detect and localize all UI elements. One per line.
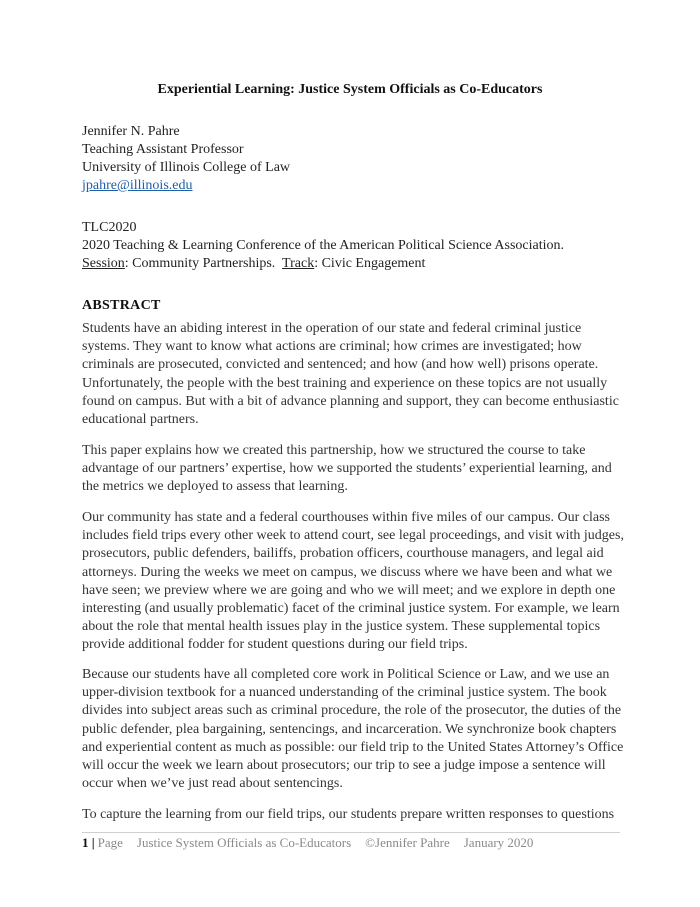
page-footer — [82, 835, 533, 851]
paragraph-line: prosecutors, public defenders, bailiffs, probation officers, courthouse managers, and legal aid — [82, 546, 604, 562]
track-label: Track — [282, 256, 315, 271]
paragraph-line: upper-division textbook for a nuanced understanding of the criminal justice system. The book — [82, 685, 607, 701]
paragraph-line: have seen; we preview where we are going and who we will meet; and we explore in depth one — [82, 582, 616, 598]
paragraph-line: includes field trips every other week to attend court, see legal proceedings, and visit with judges, — [82, 528, 624, 544]
footer-copyright: ©Jennifer Pahre — [365, 835, 450, 850]
conference-block — [82, 219, 622, 273]
author-email-link[interactable]: jpahre@illinois.edu — [82, 178, 193, 193]
paragraph-line: Our community has state and a federal courthouses within five miles of our campus. Our class — [82, 510, 610, 525]
session-label: Session — [82, 256, 125, 271]
footer-separator: | — [91, 835, 95, 850]
paragraph-line: systems. They want to know what actions are criminal; how crimes are investigated; how — [82, 339, 582, 355]
paragraph-line: To capture the learning from our field trips, our students prepare written responses to questions — [82, 807, 615, 822]
abstract-paragraph-1 — [82, 320, 622, 429]
author-name: Jennifer N. Pahre — [82, 124, 180, 139]
paragraph-line: occur when we’ve just read about sentencings. — [82, 776, 343, 792]
footer-page-label: Page — [97, 835, 123, 850]
paragraph-line: and experiential content as much as possible: our field trip to the United States Attorney’s Office — [82, 739, 624, 755]
paragraph-line: interesting (and usually problematic) facet of the criminal justice system. For example, we learn — [82, 601, 620, 617]
footer-running-title: Justice System Officials as Co-Educators — [136, 835, 352, 850]
session-value: : Community Partnerships. — [124, 256, 283, 271]
paragraph-line: about the role that mental health issues play in the justice system. These supplemental topics — [82, 619, 601, 635]
abstract-paragraph-2 — [82, 442, 622, 497]
footer-date: January 2020 — [463, 835, 534, 850]
paragraph-line: Students have an abiding interest in the operation of our state and federal criminal justice — [82, 321, 582, 336]
paragraph-line: attorneys. During the weeks we meet on campus, we discuss where we have been and what we — [82, 564, 613, 580]
paper-title: Experiential Learning: Justice System Officials as Co-Educators — [157, 82, 543, 97]
author-block — [82, 123, 622, 195]
track-value: : Civic Engagement — [314, 256, 426, 271]
author-position: Teaching Assistant Professor — [82, 142, 244, 157]
abstract-paragraph-3 — [82, 509, 622, 655]
paragraph-line: public defender, plea bargaining, sentencings, and incarceration. We synchronize book chapters — [82, 721, 617, 737]
paragraph-line: found on campus. But with a bit of advance planning and support, they can become enthusiastic — [82, 393, 619, 409]
paragraph-line: Unfortunately, the people with the best training and experience on these topics are not usually — [82, 375, 608, 391]
session-track-line — [82, 255, 622, 273]
conference-name: 2020 Teaching & Learning Conference of the American Political Science Association. — [82, 238, 565, 253]
paragraph-line: criminals are prosecuted, convicted and sentenced; and how (and how well) prisons operate. — [82, 357, 599, 373]
conference-code: TLC2020 — [82, 220, 137, 235]
footer-divider — [82, 832, 620, 833]
author-institution: University of Illinois College of Law — [82, 160, 291, 175]
paragraph-line: advantage of our partners’ expertise, how we supported the students’ experiential learning, and — [82, 461, 612, 477]
paragraph-line: provide additional fodder for student questions during our field trips. — [82, 637, 468, 653]
abstract-heading: ABSTRACT — [82, 298, 161, 313]
paragraph-line: educational partners. — [82, 412, 199, 428]
abstract-paragraph-5 — [82, 806, 622, 824]
paragraph-line: will occur the week we learn about prosecutors; our trip to see a judge impose a sentence will — [82, 758, 606, 774]
abstract-paragraph-4 — [82, 666, 622, 793]
paragraph-line: Because our students have all completed core work in Political Science or Law, and we use an — [82, 667, 610, 682]
paragraph-line: This paper explains how we created this partnership, how we structured the course to take — [82, 443, 586, 458]
footer-page-number: 1 — [82, 835, 89, 850]
paragraph-line: divides into subject areas such as criminal procedure, the role of the prosecutor, the duties of the — [82, 703, 622, 719]
paragraph-line: the metrics we deployed to assess that learning. — [82, 479, 348, 495]
